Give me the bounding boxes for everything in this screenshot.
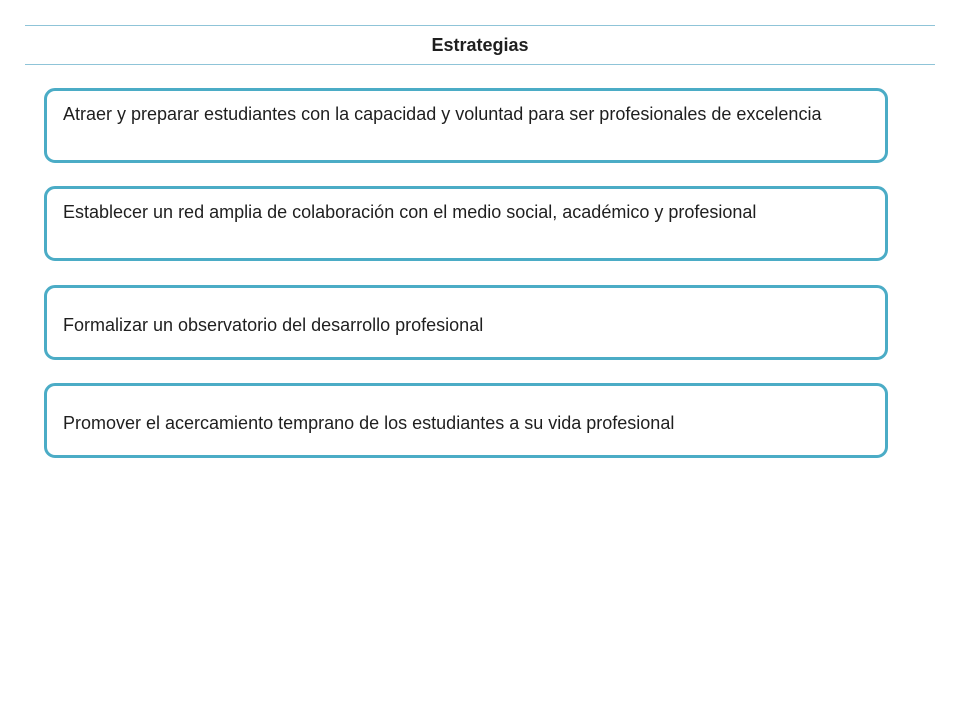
strategy-box-early-approach bbox=[44, 383, 888, 458]
strategy-box-collaboration-network bbox=[44, 186, 888, 261]
strategy-box-observatory bbox=[44, 285, 888, 360]
strategy-text: Establecer un red amplia de colaboración con el medio social, académico y profesional bbox=[63, 202, 757, 222]
strategy-text: Formalizar un observatorio del desarrollo profesional bbox=[63, 315, 484, 335]
title-band bbox=[25, 25, 935, 65]
strategy-box-attract-students bbox=[44, 88, 888, 163]
slide-title: Estrategias bbox=[431, 34, 529, 55]
strategy-text: Atraer y preparar estudiantes con la capacidad y voluntad para ser profesionales de excelencia bbox=[63, 104, 822, 124]
strategy-text: Promover el acercamiento temprano de los estudiantes a su vida profesional bbox=[63, 413, 675, 433]
